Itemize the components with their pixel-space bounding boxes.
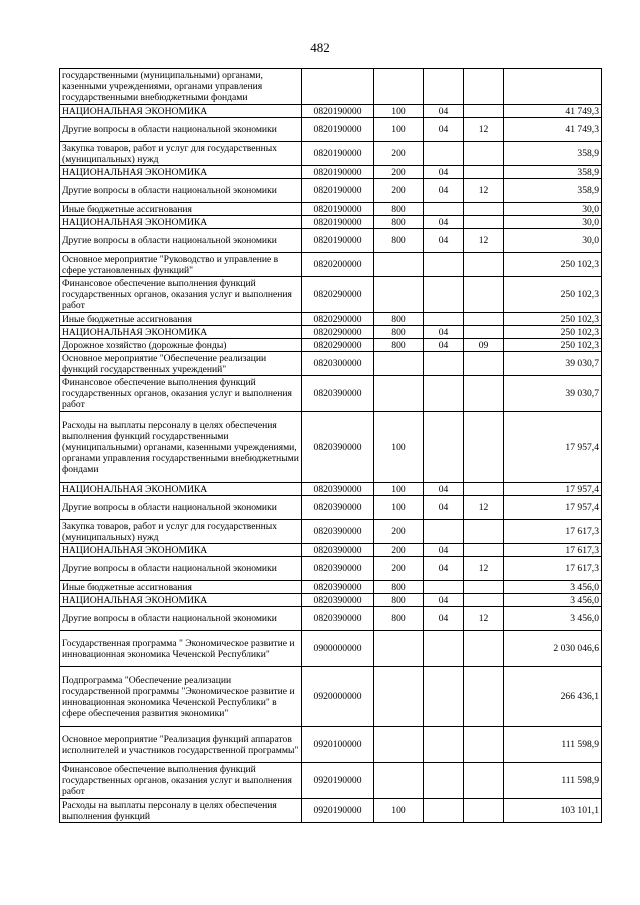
table-row [60,557,602,581]
row-code: 0820190000 [302,216,374,229]
table-row [60,496,602,520]
row-subsection [464,667,504,727]
row-name: Иные бюджетные ассигнования [60,581,302,594]
table-row [60,69,602,105]
table-row [60,667,602,727]
row-subsection [464,483,504,496]
row-name: государственными (муниципальными) органами, казенными учреждениями, органами управления государственными внебюджетными фондами [60,69,302,105]
row-subsection [464,412,504,483]
row-subsection [464,352,504,376]
table-row [60,483,602,496]
table-row [60,594,602,607]
row-sum: 103 101,1 [504,799,602,823]
row-name: Другие вопросы в области национальной экономики [60,496,302,520]
row-section: 04 [424,557,464,581]
row-expense-type: 800 [374,229,424,253]
row-sum: 17 957,4 [504,412,602,483]
row-name: Закупка товаров, работ и услуг для государственных (муниципальных) нужд [60,520,302,544]
row-section [424,727,464,763]
row-sum: 3 456,0 [504,607,602,631]
row-name: Финансовое обеспечение выполнения функций государственных органов, оказания услуг и выполнения работ [60,376,302,412]
table-row [60,105,602,118]
row-name: НАЦИОНАЛЬНАЯ ЭКОНОМИКА [60,166,302,179]
table-row [60,520,602,544]
row-name: НАЦИОНАЛЬНАЯ ЭКОНОМИКА [60,544,302,557]
row-section: 04 [424,339,464,352]
row-expense-type: 800 [374,594,424,607]
row-code: 0820390000 [302,557,374,581]
row-subsection [464,326,504,339]
row-name: Другие вопросы в области национальной экономики [60,179,302,203]
table-row [60,203,602,216]
row-subsection [464,581,504,594]
row-subsection [464,631,504,667]
row-sum: 266 436,1 [504,667,602,727]
row-sum: 41 749,3 [504,105,602,118]
row-expense-type [374,277,424,313]
row-name: Расходы на выплаты персоналу в целях обеспечения выполнения функций государственными (муниципальными) органами, казенными учреждениями, органами управления государственными внебюджетными фондами [60,412,302,483]
row-sum: 39 030,7 [504,376,602,412]
row-name: НАЦИОНАЛЬНАЯ ЭКОНОМИКА [60,326,302,339]
row-subsection [464,727,504,763]
row-code: 0820390000 [302,483,374,496]
row-name: Другие вопросы в области национальной экономики [60,118,302,142]
row-code: 0820390000 [302,544,374,557]
row-code: 0820190000 [302,166,374,179]
row-subsection [464,594,504,607]
row-subsection: 09 [464,339,504,352]
row-subsection [464,142,504,166]
row-subsection [464,166,504,179]
row-section [424,799,464,823]
row-sum: 30,0 [504,203,602,216]
row-section: 04 [424,166,464,179]
row-sum: 111 598,9 [504,727,602,763]
row-section [424,412,464,483]
row-expense-type: 200 [374,520,424,544]
row-name: НАЦИОНАЛЬНАЯ ЭКОНОМИКА [60,483,302,496]
row-section: 04 [424,118,464,142]
row-expense-type [374,253,424,277]
table-row [60,763,602,799]
row-section [424,520,464,544]
row-expense-type: 800 [374,607,424,631]
table-row [60,799,602,823]
table-row [60,142,602,166]
row-code: 0820390000 [302,376,374,412]
row-expense-type [374,352,424,376]
row-section [424,253,464,277]
row-sum: 250 102,3 [504,253,602,277]
row-sum: 17 957,4 [504,496,602,520]
row-name: НАЦИОНАЛЬНАЯ ЭКОНОМИКА [60,216,302,229]
row-code: 0820390000 [302,520,374,544]
row-name: Другие вопросы в области национальной экономики [60,557,302,581]
row-subsection [464,520,504,544]
row-code: 0820190000 [302,179,374,203]
row-name: Подпрограмма "Обеспечение реализации государственной программы "Экономическое развитие и инновационная экономика Чеченской Республики" в сфере обеспечения развития экономики" [60,667,302,727]
row-name: Расходы на выплаты персоналу в целях обеспечения выполнения функций [60,799,302,823]
row-sum: 17 617,3 [504,544,602,557]
budget-table [59,68,602,823]
row-section: 04 [424,607,464,631]
row-name: Закупка товаров, работ и услуг для государственных (муниципальных) нужд [60,142,302,166]
row-subsection [464,799,504,823]
row-code: 0820190000 [302,229,374,253]
row-expense-type [374,667,424,727]
row-expense-type: 800 [374,339,424,352]
row-sum: 250 102,3 [504,277,602,313]
table-row [60,166,602,179]
row-expense-type: 200 [374,179,424,203]
budget-table-body [60,69,602,823]
row-expense-type: 200 [374,557,424,581]
row-expense-type: 100 [374,118,424,142]
row-section: 04 [424,105,464,118]
row-subsection [464,544,504,557]
row-expense-type [374,763,424,799]
table-row [60,581,602,594]
row-code: 0820390000 [302,607,374,631]
row-name: Основное мероприятие "Руководство и управление в сфере установленных функций" [60,253,302,277]
row-subsection [464,763,504,799]
row-section [424,313,464,326]
row-expense-type: 200 [374,544,424,557]
row-subsection: 12 [464,496,504,520]
row-subsection [464,203,504,216]
table-row [60,607,602,631]
row-section [424,203,464,216]
table-row [60,727,602,763]
row-sum: 30,0 [504,229,602,253]
row-expense-type: 100 [374,483,424,496]
row-name: Финансовое обеспечение выполнения функций государственных органов, оказания услуг и выполнения работ [60,277,302,313]
row-sum: 3 456,0 [504,594,602,607]
row-subsection [464,253,504,277]
row-subsection [464,69,504,105]
row-subsection: 12 [464,229,504,253]
row-section: 04 [424,594,464,607]
row-code: 0900000000 [302,631,374,667]
row-code: 0820390000 [302,496,374,520]
row-expense-type: 100 [374,105,424,118]
table-row [60,277,602,313]
row-sum: 250 102,3 [504,326,602,339]
row-section [424,352,464,376]
row-section [424,763,464,799]
row-sum: 250 102,3 [504,339,602,352]
row-expense-type: 100 [374,412,424,483]
table-row [60,216,602,229]
row-code: 0820390000 [302,581,374,594]
row-expense-type: 100 [374,496,424,520]
row-expense-type [374,376,424,412]
row-code: 0820290000 [302,326,374,339]
row-section: 04 [424,496,464,520]
row-section [424,69,464,105]
row-expense-type: 200 [374,142,424,166]
row-section: 04 [424,544,464,557]
table-row [60,118,602,142]
row-code: 0820290000 [302,313,374,326]
row-name: Другие вопросы в области национальной экономики [60,607,302,631]
row-code: 0820190000 [302,105,374,118]
row-name: Другие вопросы в области национальной экономики [60,229,302,253]
row-expense-type: 800 [374,326,424,339]
row-expense-type [374,631,424,667]
row-subsection: 12 [464,118,504,142]
row-name: Основное мероприятие "Реализация функций аппаратов исполнителей и участников государственной программы" [60,727,302,763]
row-code [302,69,374,105]
row-sum: 250 102,3 [504,313,602,326]
page-number: 482 [310,40,330,55]
row-code: 0820200000 [302,253,374,277]
row-code: 0820390000 [302,594,374,607]
row-section: 04 [424,483,464,496]
row-subsection: 12 [464,607,504,631]
row-section [424,376,464,412]
row-sum: 358,9 [504,166,602,179]
row-expense-type: 800 [374,216,424,229]
row-subsection [464,105,504,118]
table-row [60,376,602,412]
row-code: 0820190000 [302,118,374,142]
row-code: 0820300000 [302,352,374,376]
row-name: Государственная программа " Экономическое развитие и инновационная экономика Чеченской Республики" [60,631,302,667]
row-code: 0820390000 [302,412,374,483]
row-sum: 30,0 [504,216,602,229]
row-subsection: 12 [464,557,504,581]
table-row [60,352,602,376]
table-row [60,179,602,203]
row-section: 04 [424,229,464,253]
row-expense-type: 100 [374,799,424,823]
row-subsection [464,376,504,412]
row-sum [504,69,602,105]
row-subsection [464,216,504,229]
row-name: Иные бюджетные ассигнования [60,203,302,216]
table-row [60,544,602,557]
row-sum: 358,9 [504,142,602,166]
row-expense-type: 800 [374,313,424,326]
row-code: 0820290000 [302,339,374,352]
row-subsection [464,277,504,313]
row-sum: 41 749,3 [504,118,602,142]
row-code: 0820290000 [302,277,374,313]
row-sum: 17 617,3 [504,557,602,581]
table-row [60,631,602,667]
row-section [424,631,464,667]
row-section: 04 [424,216,464,229]
table-row [60,339,602,352]
table-row [60,313,602,326]
row-expense-type: 800 [374,203,424,216]
row-code: 0920190000 [302,763,374,799]
row-sum: 2 030 046,6 [504,631,602,667]
table-row [60,412,602,483]
row-name: НАЦИОНАЛЬНАЯ ЭКОНОМИКА [60,105,302,118]
row-expense-type [374,727,424,763]
row-sum: 3 456,0 [504,581,602,594]
row-code: 0920190000 [302,799,374,823]
row-section [424,667,464,727]
row-sum: 17 957,4 [504,483,602,496]
row-name: Финансовое обеспечение выполнения функций государственных органов, оказания услуг и выполнения работ [60,763,302,799]
row-code: 0920100000 [302,727,374,763]
row-expense-type [374,69,424,105]
row-subsection [464,313,504,326]
row-code: 0820190000 [302,203,374,216]
row-sum: 39 030,7 [504,352,602,376]
row-section: 04 [424,179,464,203]
row-expense-type: 200 [374,166,424,179]
row-expense-type: 800 [374,581,424,594]
table-row [60,229,602,253]
row-name: Основное мероприятие "Обеспечение реализации функций государственных учреждений" [60,352,302,376]
row-sum: 111 598,9 [504,763,602,799]
row-section: 04 [424,326,464,339]
table-row [60,253,602,277]
row-code: 0920000000 [302,667,374,727]
table-row [60,326,602,339]
row-code: 0820190000 [302,142,374,166]
row-section [424,277,464,313]
row-sum: 358,9 [504,179,602,203]
row-section [424,581,464,594]
row-sum: 17 617,3 [504,520,602,544]
row-section [424,142,464,166]
row-name: Иные бюджетные ассигнования [60,313,302,326]
row-name: НАЦИОНАЛЬНАЯ ЭКОНОМИКА [60,594,302,607]
row-name: Дорожное хозяйство (дорожные фонды) [60,339,302,352]
row-subsection: 12 [464,179,504,203]
